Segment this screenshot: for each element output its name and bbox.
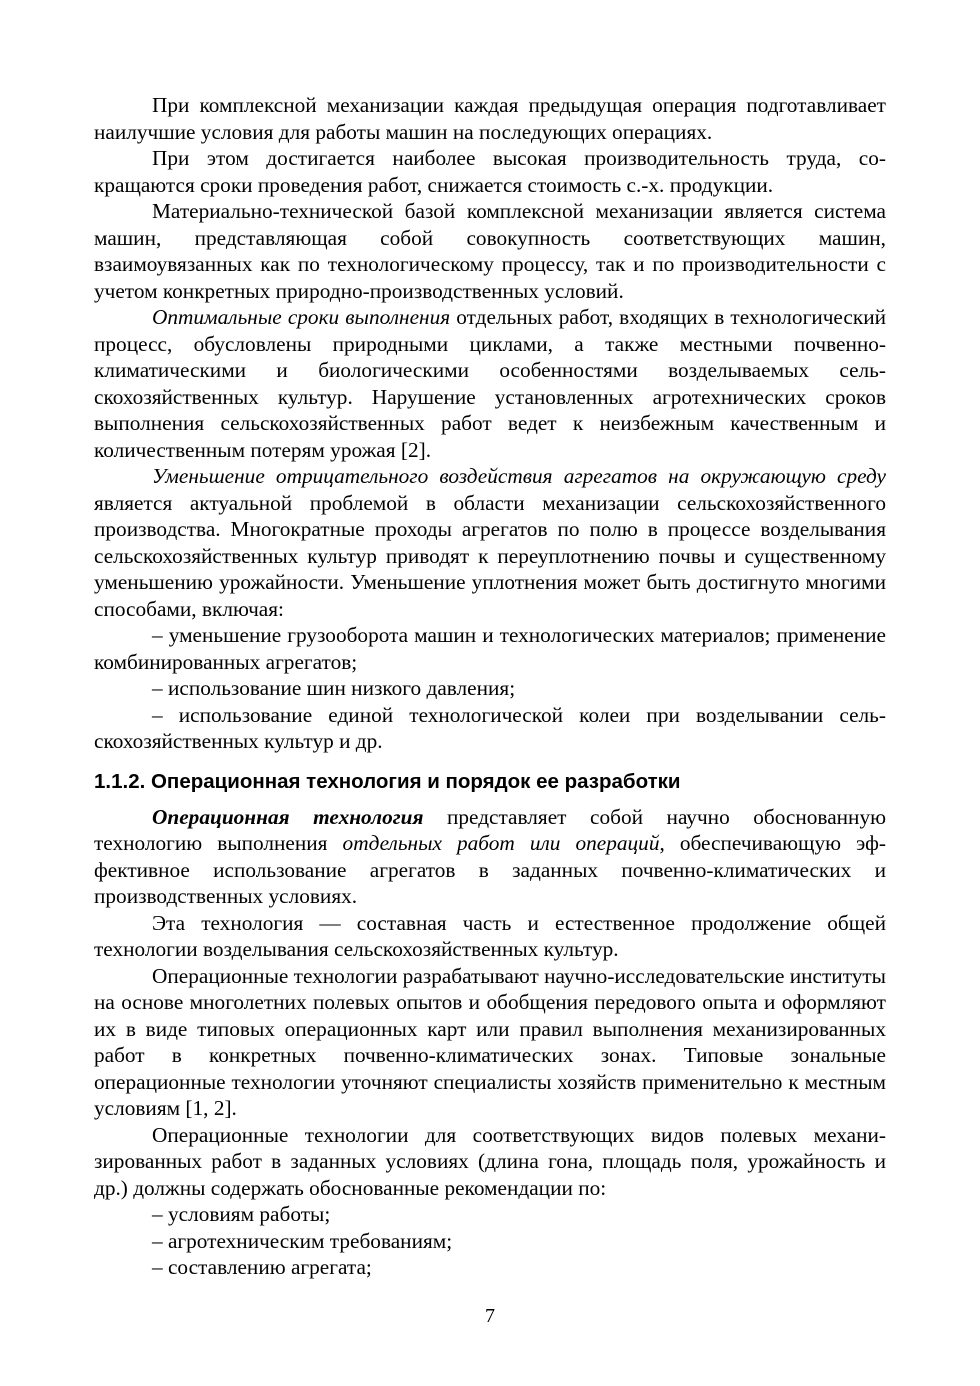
paragraph: При комплексной механизации каждая предыдущая операция подготавливает наилучшие условия для работы машин на последующих операциях. [94,93,886,144]
bold-italic-term: Операционная технология [152,804,424,829]
paragraph: Эта технология — составная часть и естественное продолжение общей технологии возделывания сельскохозяйственных культур. [94,910,886,961]
page-content [94,92,886,1281]
paragraph [94,304,886,463]
list-item: – уменьшение грузооборота машин и технологических материалов; применение комбинированных агрегатов; [94,623,886,674]
paragraph [94,804,886,910]
italic-term: отдельных работ или операций [342,831,660,855]
paragraph [94,463,886,622]
paragraph: При этом достигается наиболее высокая производительность труда, сокращаются сроки проведения работ, снижается стоимость с.-х. продукции. [94,146,886,197]
paragraph: Операционные технологии для соответствующих видов полевых механизированных работ в заданных условиях (длина гона, площадь поля, урожайность и др.) должны содержать обоснованные рекомендации по: [94,1122,886,1200]
paragraph: Материально-технической базой комплексной механизации является система машин, представляющая собой совокупность соответствующих машин, взаимоувязанных как по технологическому процессу, так и по производительности с учетом конкретных природно-производственных условий. [94,199,886,303]
paragraph-text: отдельных работ, входящих в технологический процесс, обусловлены природными циклами, а также местными почвенно-климатическими и биологическими особенностями возделываемых сельскохозяйственных культур. Нарушение установленных агротехнических сроков выполнения сельскохозяйственных работ ведет к неизбежным качественным и количественным потерям урожая [2]. [94,305,887,462]
paragraph-text: является актуальной проблемой в области механизации сельскохозяйственного производства. Многократные проходы агрегатов по полю в процессе возделывания сельскохозяйственных культур приводят к переуплотнению почвы и существенному уменьшению урожайности. Уменьшение уплотнения может быть достигнуто многими способами, включая: [94,490,886,621]
list-item: – составлению агрегата; [152,1255,372,1279]
list-item: – агротехническим требованиям; [152,1228,453,1253]
list-item: – использование единой технологической колеи при возделывании сельскохозяйственных культур и др. [94,702,886,753]
paragraph-text: представляет собой научно обоснованную технологию выполнения [94,804,887,855]
paragraph-text: , обеспечивающую эффективное использование агрегатов в заданных почвенно-климатических и производственных условиях. [94,831,886,908]
list-item: – условиям работы; [152,1202,331,1226]
italic-term: Оптимальные сроки выполнения [152,305,451,329]
paragraph: Операционные технологии разрабатывают научно-исследовательские институты на основе многолетних полевых опытов и обобщения передового опыта и оформляют их в виде типовых операционных карт или правил выполнения механизированных работ в конкретных почвенно-климатических зонах. Типовые зональные операционные технологии уточняют специалисты хозяйств применительно к местным условиям [1, 2]. [94,963,886,1120]
list-item: – использование шин низкого давления; [152,676,516,700]
italic-term: Уменьшение отрицательного воздействия агрегатов на окружающую среду [152,464,886,488]
section-heading: 1.1.2. Операционная технология и порядок ее разработки [94,769,681,793]
page-number: 7 [485,1305,495,1327]
